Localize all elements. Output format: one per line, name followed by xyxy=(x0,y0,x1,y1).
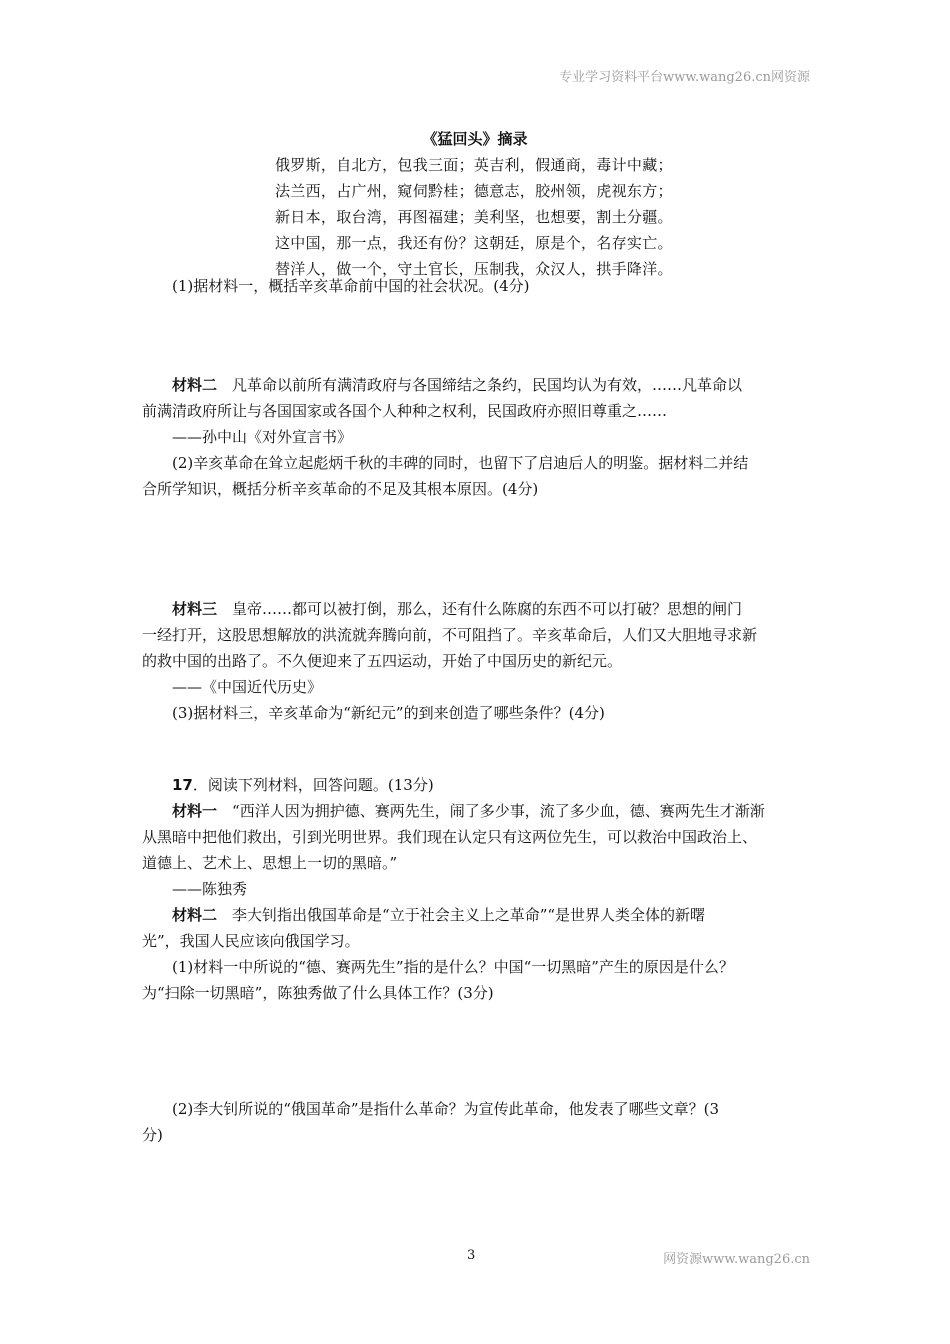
question-text: 合所学知识，概括分析辛亥革命的不足及其根本原因。(4分) xyxy=(142,480,539,498)
poem-line: 俄罗斯，自北方，包我三面；英吉利，假通商，毒计中藏； xyxy=(275,156,673,174)
page-number: 3 xyxy=(467,1248,476,1263)
material-3-first-line xyxy=(142,596,832,622)
material-label: 材料一 xyxy=(172,802,218,820)
question-text: (3)据材料三，辛亥革命为“新纪元”的到来创造了哪些条件？(4分) xyxy=(172,704,605,722)
material-source: ——陈独秀 xyxy=(172,880,248,898)
question-stem: ．阅读下列材料，回答问题。(13分) xyxy=(192,776,434,794)
material-label: 材料二 xyxy=(172,376,218,394)
material-3-block xyxy=(142,596,832,726)
poem-line: 这中国，那一点，我还有份？这朝廷，原是个，名存实亡。 xyxy=(275,234,673,252)
material-text: 皇帝……都可以被打倒，那么，还有什么陈腐的东西不可以打破？思想的闸门 xyxy=(232,600,743,618)
poem-line: 新日本，取台湾，再图福建；美利坚，也想要，割土分疆。 xyxy=(275,208,673,226)
material-2-first-line xyxy=(142,372,832,398)
material-label: 材料三 xyxy=(172,600,218,618)
poem-title: 《猛回头》摘录 xyxy=(422,130,528,148)
material-label: 材料二 xyxy=(172,906,218,924)
material-2-block xyxy=(142,372,832,502)
material-text: 的救中国的出路了。不久便迎来了五四运动，开始了中国历史的新纪元。 xyxy=(142,652,623,670)
material-text: “西洋人因为拥护德、赛两先生，闹了多少事，流了多少血，德、赛两先生才渐渐 xyxy=(232,802,765,820)
question-text: (1)材料一中所说的“德、赛两先生”指的是什么？中国“一切黑暗”产生的原因是什么？ xyxy=(172,958,734,976)
material-text: 李大钊指出俄国革命是“立于社会主义上之革命”“是世界人类全体的新曙 xyxy=(232,906,706,924)
question-text: 为“扫除一切黑暗”，陈独秀做了什么具体工作？(3分) xyxy=(142,984,494,1002)
material-1-first-line xyxy=(142,798,832,824)
question-number: 17 xyxy=(172,776,193,794)
footer-watermark: 网资源www.wang26.cn xyxy=(663,1252,810,1267)
material-text: 道德上、艺术上、思想上一切的黑暗。” xyxy=(142,854,398,872)
material-text: 前满清政府所让与各国国家或各国个人种种之权利，民国政府亦照旧尊重之…… xyxy=(142,402,668,420)
question-text: (1)据材料一，概括辛亥革命前中国的社会状况。(4分) xyxy=(172,277,530,295)
question-text: (2)李大钊所说的“俄国革命”是指什么革命？为宣传此革命，他发表了哪些文章？(3 xyxy=(172,1100,719,1118)
material-text: 光”，我国人民应该向俄国学习。 xyxy=(142,932,360,950)
poem-line: 替洋人，做一个，守土官长，压制我，众汉人，拱手降洋。 xyxy=(275,260,673,278)
question-17-block xyxy=(142,772,832,1006)
material-2-first-line xyxy=(142,902,832,928)
question-16-1 xyxy=(142,273,832,299)
material-source: ——《中国近代历史》 xyxy=(172,678,323,696)
question-text: (2)辛亥革命在耸立起彪炳千秋的丰碑的同时，也留下了启迪后人的明鉴。据材料二并结 xyxy=(172,454,749,472)
poem-excerpt xyxy=(275,152,715,282)
question-17-stem xyxy=(142,772,832,798)
material-source: ——孙中山《对外宣言书》 xyxy=(172,428,353,446)
material-text: 凡革命以前所有满清政府与各国缔结之条约，民国均认为有效，……凡革命以 xyxy=(232,376,743,394)
material-text: 一经打开，这股思想解放的洪流就奔腾向前，不可阻挡了。辛亥革命后，人们又大胆地寻求新 xyxy=(142,626,758,644)
question-text: 分) xyxy=(142,1126,163,1144)
question-17-2 xyxy=(142,1096,832,1148)
header-watermark: 专业学习资料平台www.wang26.cn网资源 xyxy=(559,70,810,85)
poem-line: 法兰西，占广州，窥伺黔桂；德意志，胶州领，虎视东方； xyxy=(275,182,673,200)
material-text: 从黑暗中把他们救出，引到光明世界。我们现在认定只有这两位先生，可以救治中国政治上、 xyxy=(142,828,758,846)
